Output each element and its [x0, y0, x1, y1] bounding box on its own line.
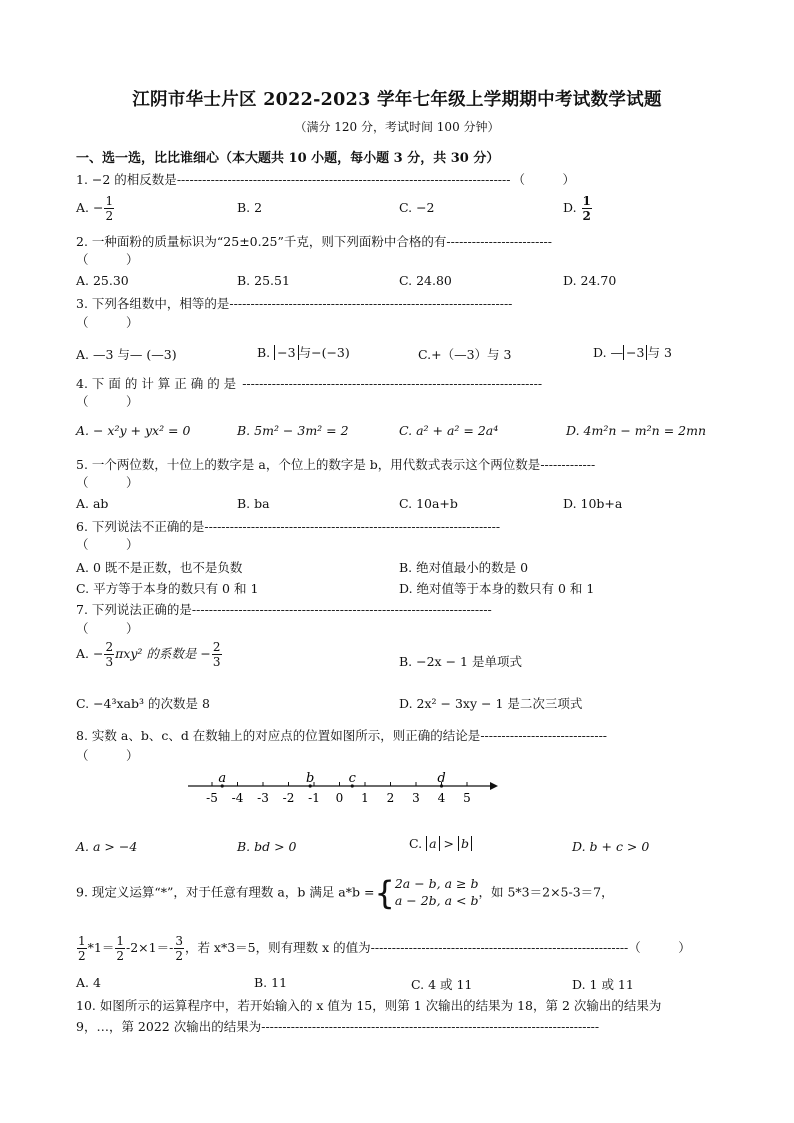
number-line-arrow: [490, 782, 498, 790]
q10-line2-text: 9，…，第 2022 次输出的结果为: [76, 1019, 262, 1034]
q8-dashes: ------------------------------: [480, 728, 608, 743]
q9-brace: {: [374, 873, 395, 912]
q6-answer-blank: （ ）: [76, 537, 139, 552]
q9-mid1: *1＝: [87, 940, 115, 955]
q3-option-a: A. —3 与— (—3): [76, 347, 177, 362]
q5-answer-blank: （ ）: [76, 475, 139, 490]
number-line-figure: [180, 768, 510, 810]
q7-a-den1: 3: [105, 655, 114, 669]
q1-answer-blank: （ ）: [512, 172, 575, 187]
q4-option-c: C. a² + a² = 2a⁴: [399, 423, 499, 438]
q5-stem-text: 5. 一个两位数，十位上的数字是 a，个位上的数字是 b，用代数式表示这个两位数是: [76, 457, 541, 472]
q4-option-b: B. 5m² − 3m² = 2: [237, 423, 349, 438]
q3-option-b: [257, 343, 350, 361]
q7-stem-text: 7. 下列说法正确的是: [76, 602, 192, 617]
q7-option-d: D. 2x² − 3xy − 1 是二次三项式: [399, 696, 583, 711]
q7-option-a: [76, 640, 223, 669]
q8-c-gt: >: [443, 836, 454, 851]
q9-option-b: B. 11: [254, 975, 288, 990]
q3-d-post: 与 3: [647, 345, 672, 360]
q1-a-label: A.: [76, 200, 90, 215]
q9-mid2: -2×1＝-: [125, 940, 174, 955]
q9-stem-pre: 9. 现定义运算“*”，对于任意有理数 a，b 满足 a*b =: [76, 884, 375, 900]
q9-option-d: D. 1 或 11: [572, 977, 634, 992]
question-10-line-1: 10. 如图所示的运算程序中，若开始输入的 x 值为 15，则第 1 次输出的结果为 18，第 2 次输出的结果为: [76, 998, 662, 1013]
q9-frac3-num: 3: [175, 934, 183, 948]
q6-dashes: ----------------------------------------------------------------------: [204, 519, 501, 534]
q4-option-d: D. 4m²n − m²n = 2mn: [566, 423, 707, 438]
q4-option-a: A. − x²y + yx² = 0: [76, 423, 191, 438]
page-title: 江阴市华士片区 2022-2023 学年七年级上学期期中考试数学试题: [132, 90, 662, 110]
number-line-tick-label: -3: [257, 791, 269, 805]
number-line-tick-label: -5: [206, 791, 218, 805]
q8-c-label: C.: [409, 836, 423, 851]
number-line-tick-label: 3: [412, 791, 420, 805]
question-4-stem: [76, 374, 542, 392]
q5-option-b: B. ba: [237, 496, 270, 511]
q6-option-d: D. 绝对值等于本身的数只有 0 和 1: [399, 581, 595, 596]
q4-stem-text: 4. 下 面 的 计 算 正 确 的 是: [76, 376, 237, 391]
q9-frac3: [174, 934, 184, 963]
q9-case-2: a − 2b, a < b: [394, 892, 479, 908]
q9-option-a: A. 4: [76, 975, 101, 990]
q9-answer-blank: （ ）: [628, 940, 691, 955]
number-line-point-label-d: d: [437, 771, 446, 786]
q1-option-a: [76, 194, 115, 223]
q9-option-c: C. 4 或 11: [411, 977, 473, 992]
number-line-tick-label: 5: [463, 791, 471, 805]
q5-option-a: A. ab: [76, 496, 109, 511]
q9-frac1: [77, 934, 87, 963]
q9-piecewise: [395, 876, 479, 910]
q6-option-b: B. 绝对值最小的数是 0: [399, 560, 529, 575]
q2-option-a: A. 25.30: [76, 273, 129, 288]
q7-a-num2: 2: [212, 640, 221, 654]
q1-d-label: D.: [563, 200, 577, 215]
q2-stem-text: 2. 一种面粉的质量标识为“25±0.25”千克，则下列面粉中合格的有: [76, 234, 447, 249]
q9-frac2: [115, 934, 125, 963]
q5-option-d: D. 10b+a: [563, 496, 623, 511]
question-8-stem: [76, 726, 607, 744]
q5-dashes: -------------: [540, 457, 596, 472]
q9-dashes: -------------------------------------------------------------: [370, 940, 629, 955]
question-10-line-2: [76, 1017, 599, 1035]
q7-option-b: B. −2x − 1 是单项式: [399, 654, 522, 669]
q3-d-abs: −3: [623, 345, 647, 360]
number-line-point-label-a: a: [218, 771, 227, 786]
q1-a-den: 2: [105, 209, 114, 223]
q1-d-den: 2: [582, 209, 591, 223]
q4-answer-blank: （ ）: [76, 394, 139, 409]
number-line-tick-label: -1: [308, 791, 320, 805]
number-line-point-label-c: c: [348, 771, 356, 786]
q9-frac1-den: 2: [78, 949, 86, 963]
q8-answer-blank: （ ）: [76, 748, 139, 763]
q1-option-c: C. −2: [399, 200, 435, 215]
q2-dashes: -------------------------: [446, 234, 552, 249]
q5-option-c: C. 10a+b: [399, 496, 458, 511]
q10-dashes: --------------------------------------------------------------------------------: [261, 1019, 600, 1034]
q3-option-d: [593, 343, 672, 361]
q8-c-abs-b: b: [458, 836, 472, 851]
q6-stem-text: 6. 下列说法不正确的是: [76, 519, 205, 534]
question-3-stem: [76, 294, 512, 312]
page-subtitle: （满分 120 分，考试时间 100 分钟）: [294, 120, 500, 134]
number-line-point-label-b: b: [306, 771, 315, 786]
q9-frac3-den: 2: [175, 949, 183, 963]
q7-a-label: A. −: [76, 646, 104, 661]
number-line-tick-label: 4: [437, 791, 446, 805]
q3-b-post: 与−(−3): [298, 345, 350, 360]
q3-dashes: -------------------------------------------------------------------: [229, 296, 513, 311]
q7-a-den2: 3: [212, 655, 221, 669]
number-line-tick-label: -2: [282, 791, 295, 805]
q9-frac1-num: 1: [78, 934, 86, 948]
q9-example-line: [76, 934, 691, 963]
q1-dashes: -------------------------------------------------------------------------------: [176, 172, 511, 187]
q3-b-abs: −3: [274, 345, 298, 360]
question-2-stem: [76, 232, 552, 250]
q7-answer-blank: （ ）: [76, 621, 139, 636]
question-5-stem: [76, 455, 595, 473]
q8-option-c: [409, 836, 472, 851]
question-1-stem: [76, 170, 575, 188]
q1-option-b: B. 2: [237, 200, 263, 215]
q8-stem-text: 8. 实数 a、b、c、d 在数轴上的对应点的位置如图所示，则正确的结论是: [76, 728, 481, 743]
q3-b-label: B.: [257, 345, 271, 360]
q9-case-1: 2a − b, a ≥ b: [394, 876, 479, 891]
q1-a-num: 1: [105, 194, 114, 208]
q7-a-mid: πxy² 的系数是 −: [115, 646, 211, 661]
q3-option-c: C.+（—3）与 3: [418, 347, 512, 362]
q1-d-fraction: [582, 194, 592, 223]
q4-dashes: -----------------------------------------------------------------------: [242, 376, 543, 391]
q3-d-label: D. —: [593, 345, 624, 360]
q7-a-num1: 2: [105, 640, 114, 654]
section-heading: 一、选一选，比比谁细心（本大题共 10 小题，每小题 3 分，共 30 分）: [76, 151, 500, 166]
q3-stem-text: 3. 下列各组数中，相等的是: [76, 296, 230, 311]
q3-answer-blank: （ ）: [76, 315, 139, 330]
q1-option-d: [563, 194, 593, 223]
q7-option-c: C. −4³xab³ 的次数是 8: [76, 696, 210, 711]
q9-frac2-num: 1: [116, 934, 124, 948]
q9-frac2-den: 2: [116, 949, 124, 963]
number-line-tick-label: 2: [386, 791, 395, 805]
q8-option-a: A. a > −4: [76, 839, 138, 854]
q6-option-a: A. 0 既不是正数，也不是负数: [76, 560, 243, 575]
q2-option-d: D. 24.70: [563, 273, 617, 288]
q1-d-num: 1: [582, 194, 591, 208]
q1-a-fraction: [104, 194, 114, 223]
q7-a-frac2: [212, 640, 222, 669]
number-line-tick-label: 1: [361, 791, 369, 805]
q1-a-sign: −: [93, 200, 104, 215]
q9-stem-post: ，如 5*3＝2×5-3＝7，: [478, 884, 614, 900]
number-line-tick-label: -4: [231, 791, 244, 805]
q7-dashes: -----------------------------------------------------------------------: [191, 602, 492, 617]
q2-option-c: C. 24.80: [399, 273, 452, 288]
q8-option-b: B. bd > 0: [237, 839, 297, 854]
q2-option-b: B. 25.51: [237, 273, 290, 288]
q8-c-abs-a: a: [426, 836, 439, 851]
q8-option-d: D. b + c > 0: [572, 839, 650, 854]
question-9-stem: [76, 873, 614, 912]
question-6-stem: [76, 517, 500, 535]
q2-answer-blank: （ ）: [76, 252, 139, 267]
question-7-stem: [76, 600, 492, 618]
number-line-tick-label: 0: [335, 791, 344, 805]
q9-post: ，若 x*3＝5，则有理数 x 的值为: [184, 940, 371, 955]
q1-stem-text: 1. −2 的相反数是: [76, 172, 177, 187]
q7-a-frac1: [104, 640, 114, 669]
q6-option-c: C. 平方等于本身的数只有 0 和 1: [76, 581, 259, 596]
